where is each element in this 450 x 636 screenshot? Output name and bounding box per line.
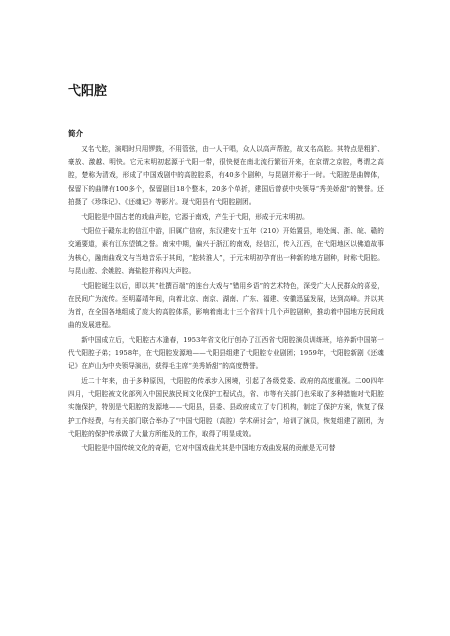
section-heading: 简介: [68, 129, 83, 138]
paragraph: 弋阳位于赣东北的信江中游，旧属广信府，东汉建安十五年（210）开始置县，地处闽、浙、皖、赣的交通要道，素有江东望镇之誉。南宋中期，偏兴于浙江的南戏，经信江，传入江西，在弋阳地区以佛道故事为核心，融南曲戏文与当地音乐于其间，“腔转淮人”，于元末明初孕育出一种新的地方剧种，时称弋阳腔。与昆山腔、余姚腔、海盐腔并称四大声腔。: [68, 227, 384, 275]
page-title: 弋阳腔: [68, 84, 108, 99]
paragraph: 又名弋腔，演唱时只用锣鼓，不用管弦，由一人干唱，众人以高声帮腔，故又名高腔。其特点是粗犷、豪放、激越、明快。它元末明初起源于弋阳一带，很快便在南北流行繁衍开来，在京谓之京腔，粤谓之高腔，楚称为清戏，形成了中国戏剧中的高腔腔系，有40多个剧种，与昆剧并称于一时。弋阳腔是曲牌体，保留下的曲牌有100多个，保留剧目18个整本，20多个单折，建国后曾获中央领导“秀美娇甜”的赞誉。还拍摄了《珍珠记》、《还魂记》等影片。现弋阳县有弋阳腔剧团。: [68, 145, 384, 206]
body-text: [68, 143, 384, 633]
paragraph: 弋阳腔诞生以后，即以其“杜撰百端”的连台大戏与“错用乡语”的艺术特色，深受广大人民群众的喜爱，在民间广为流传。至明嘉靖年间，向着北京、南京、湖南、广东、福建、安徽迅猛发展，达到高峰。并以其为首，在全国各地组成了庞大的高腔体系，影响着南北十三个省四十几个声腔剧种，推动着中国地方民间戏曲的发展进程。: [68, 281, 384, 330]
paragraph: 新中国成立后，弋阳腔古木逢春，1953年省文化厅创办了江西省弋阳腔演员训练班，培养新中国第一代弋阳腔子弟；1958年，在弋阳腔发源地——弋阳县组建了弋阳腔专业剧团；1959年，弋阳腔新剧《还魂记》在庐山为中央领导演出，获得毛主席“美秀娇甜”的高度赞誉。: [68, 335, 384, 371]
paragraph: 弋阳腔是中国古老的戏曲声腔，它源于南戏，产生于弋阳，形成于元末明初。: [81, 212, 309, 221]
paragraph: 弋阳腔是中国传统文化的奇葩，它对中国戏曲尤其是中国地方戏曲发展的贡献是无可替: [81, 444, 336, 453]
paragraph: 近二十年来，由于多种原因，弋阳腔的传承步入困境，引起了各级党委、政府的高度重视。二00四年四月，弋阳腔被文化部列入中国民族民间文化保护工程试点，省、市等有关部门也采取了多种措施对弋阳腔实施保护，特别是弋阳腔的发源地——弋阳县，县委、县政府成立了专门机构，制定了保护方案，恢复了保护工作经费，与有关部门联合举办了“中国弋阳腔（高腔）学术研讨会”，培训了演员，恢复组建了剧团，为弋阳腔的保护传承做了大量方所能及的工作，取得了明显成效。: [68, 376, 384, 438]
